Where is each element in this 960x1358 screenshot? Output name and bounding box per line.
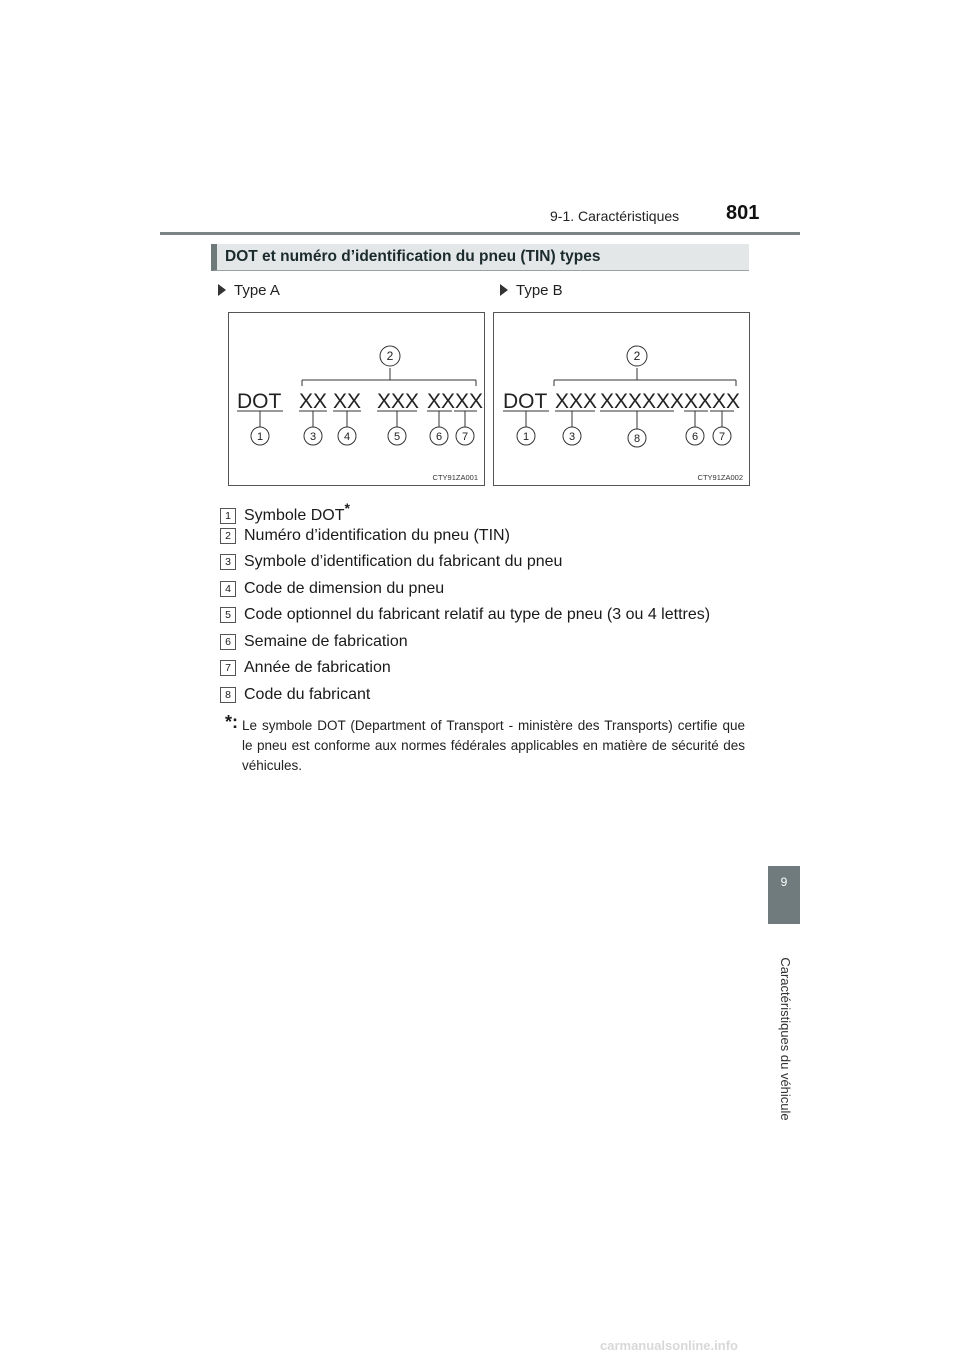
type-a-label: Type A bbox=[234, 282, 280, 299]
legend-text: Numéro d’identification du pneu (TIN) bbox=[244, 527, 510, 544]
watermark: carmanualsonline.info bbox=[600, 1338, 738, 1353]
legend-item bbox=[220, 527, 510, 545]
chapter-label: Caractéristiques du véhicule bbox=[778, 957, 793, 1121]
legend-item bbox=[220, 686, 370, 704]
footnote-marker: * bbox=[344, 500, 350, 516]
group-xxx: XXX bbox=[377, 390, 420, 413]
legend-text: Code optionnel du fabricant relatif au type de pneu (3 ou 4 lettres) bbox=[244, 606, 711, 623]
legend-item bbox=[220, 659, 391, 677]
callout-7: 7 bbox=[461, 431, 469, 443]
legend-text: Code du fabricant bbox=[244, 686, 371, 703]
callout-top: 2 bbox=[633, 349, 641, 363]
legend-number-4: 4 bbox=[220, 581, 236, 597]
legend-text: Année de fabrication bbox=[244, 659, 391, 676]
legend-item bbox=[220, 580, 444, 598]
type-a-diagram bbox=[228, 312, 485, 486]
legend-number-5: 5 bbox=[220, 607, 236, 623]
type-b-diagram bbox=[493, 312, 750, 486]
group-dot: DOT bbox=[237, 390, 282, 413]
group-xxxxxx: XXXXXX bbox=[600, 390, 685, 413]
section-heading-box bbox=[211, 244, 749, 271]
callout-8: 8 bbox=[633, 433, 641, 445]
callout-1: 1 bbox=[522, 431, 530, 443]
callout-4: 4 bbox=[343, 431, 351, 443]
legend-number-2: 2 bbox=[220, 528, 236, 544]
group-dot: DOT bbox=[503, 390, 548, 413]
legend-number-1: 1 bbox=[220, 508, 236, 524]
triangle-bullet-icon bbox=[500, 284, 508, 296]
header-rule bbox=[160, 232, 800, 235]
type-a-heading bbox=[218, 282, 280, 299]
figure-code: CTY91ZA001 bbox=[432, 473, 478, 482]
legend-text: Symbole DOT bbox=[244, 507, 345, 524]
legend-number-7: 7 bbox=[220, 660, 236, 676]
callout-7: 7 bbox=[718, 431, 726, 443]
callout-3: 3 bbox=[568, 431, 576, 443]
legend-item bbox=[220, 553, 562, 571]
group-xx-1: XX bbox=[299, 390, 328, 413]
legend-number-3: 3 bbox=[220, 554, 236, 570]
legend-item bbox=[220, 606, 710, 624]
group-xx-2: XX bbox=[333, 390, 362, 413]
chapter-tab: 9 bbox=[768, 866, 800, 924]
legend-text: Symbole d’identification du fabricant du pneu bbox=[244, 553, 563, 570]
footnote-text: Le symbole DOT (Department of Transport - ministère des Transports) certifie que le pneu est conforme aux normes fédérales applicables en matière de sécurité des véhicules. bbox=[242, 718, 745, 773]
legend-item bbox=[220, 500, 350, 525]
callout-6: 6 bbox=[691, 431, 699, 443]
legend-text: Code de dimension du pneu bbox=[244, 580, 445, 597]
type-b-heading bbox=[500, 282, 563, 299]
callout-6: 6 bbox=[435, 431, 443, 443]
type-b-svg bbox=[494, 313, 751, 487]
group-xxxx: XXXX bbox=[427, 390, 484, 413]
legend-text: Semaine de fabrication bbox=[244, 633, 408, 650]
footnote-marker: *: bbox=[225, 712, 238, 732]
section-title: DOT et numéro d’identification du pneu (TIN) types bbox=[225, 248, 601, 265]
group-xxx: XXX bbox=[555, 390, 598, 413]
callout-5: 5 bbox=[393, 431, 401, 443]
callout-top: 2 bbox=[386, 349, 394, 363]
type-b-label: Type B bbox=[516, 282, 563, 299]
legend-number-8: 8 bbox=[220, 687, 236, 703]
running-header-section: 9-1. Caractéristiques bbox=[550, 208, 680, 224]
page-number: 801 bbox=[726, 202, 760, 224]
figure-code: CTY91ZA002 bbox=[697, 473, 743, 482]
callout-1: 1 bbox=[256, 431, 264, 443]
legend-item bbox=[220, 633, 408, 651]
triangle-bullet-icon bbox=[218, 284, 226, 296]
group-xxxx: XXXX bbox=[684, 390, 741, 413]
legend-number-6: 6 bbox=[220, 634, 236, 650]
type-a-svg bbox=[229, 313, 486, 487]
callout-3: 3 bbox=[309, 431, 317, 443]
